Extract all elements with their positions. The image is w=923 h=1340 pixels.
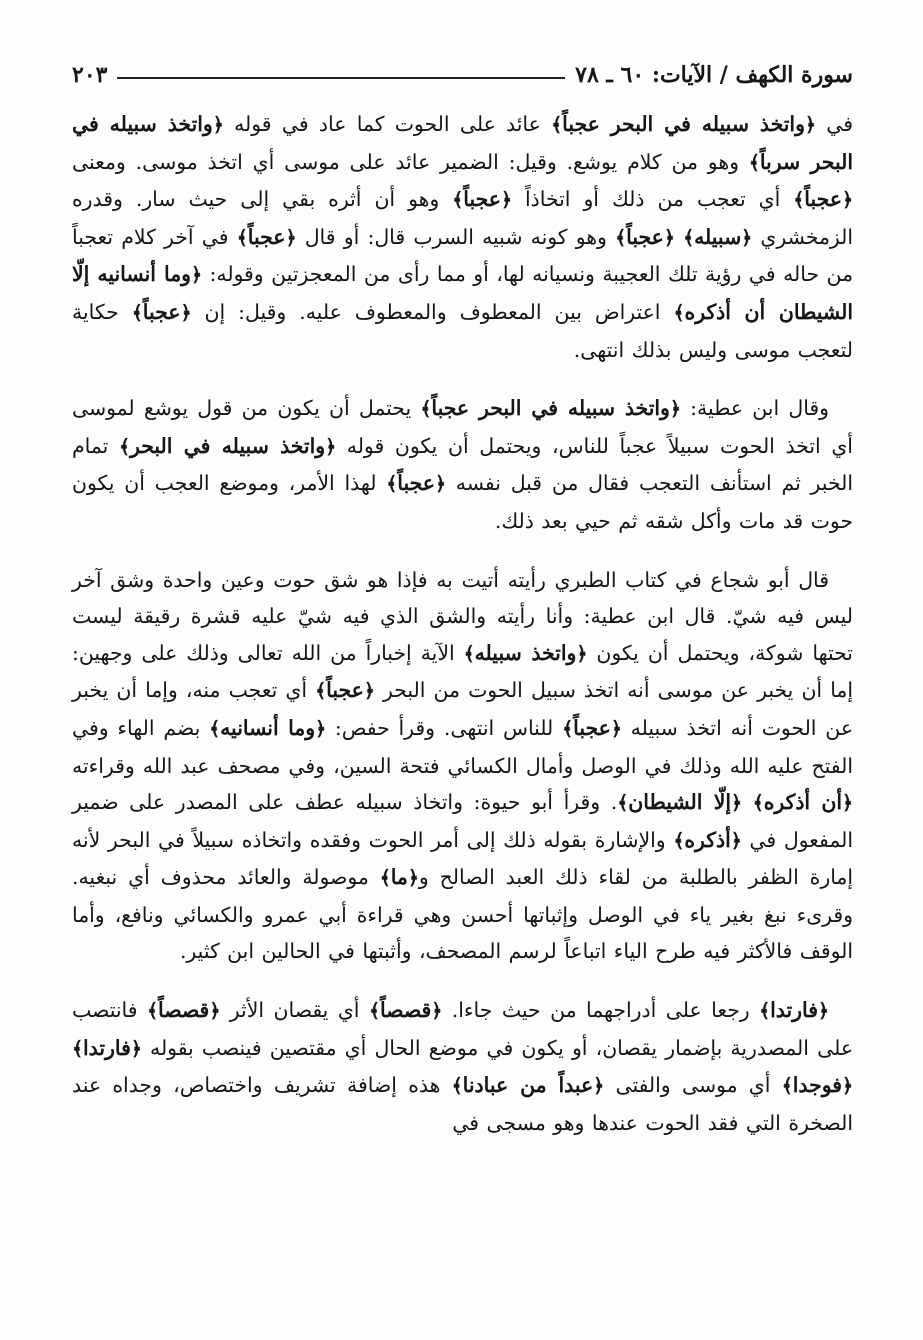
quote-text: عجباً <box>247 224 286 249</box>
quote-text: عجباً <box>573 715 611 740</box>
quote-text: أذكره <box>684 827 731 852</box>
ornate-bracket-open-icon: ﴿ <box>325 435 337 458</box>
quran-quote <box>386 471 446 495</box>
ornate-bracket-open-icon: ﴿ <box>209 1000 221 1023</box>
ornate-bracket-open-icon: ﴿ <box>842 1075 853 1098</box>
quran-quote <box>132 300 192 324</box>
ornate-bracket-close-icon: ﴾ <box>463 642 475 665</box>
ornate-bracket-open-icon: ﴿ <box>576 642 588 665</box>
quran-quote <box>452 187 512 211</box>
quote-text: فارتدا <box>83 1035 131 1060</box>
ornate-bracket-open-icon: ﴿ <box>610 717 622 740</box>
ornate-bracket-close-icon: ﴾ <box>673 829 685 852</box>
ornate-bracket-close-icon: ﴾ <box>386 473 398 496</box>
text-run: قال أبو شجاع في كتاب الطبري رأيته أتيت به فإذا هو شق حوت وعين واحدة وشق آخر ليس فيه شيّ. قال ابن عطية: وأنا رأيته والشق الذي فيه شيّ عليه قشرة رقيقة ليست تحتها شوكة، ويحتمل أن يكون <box>72 567 853 665</box>
quran-quote <box>615 225 675 249</box>
ornate-bracket-open-icon: ﴿ <box>842 792 853 815</box>
quran-quote <box>209 716 326 740</box>
ornate-bracket-open-icon: ﴿ <box>804 114 816 136</box>
quote-text: عجباً <box>397 471 435 496</box>
quran-quote <box>673 828 741 852</box>
paragraph <box>72 106 853 368</box>
quran-quote <box>315 678 375 702</box>
text-run: عائد على الحوت كما عاد في قوله <box>223 112 552 136</box>
text-run: رجعا على أدراجهما من حيث جاءا. <box>442 998 760 1023</box>
ornate-bracket-close-icon: ﴾ <box>452 189 464 212</box>
ornate-bracket-open-icon: ﴿ <box>730 829 742 852</box>
ornate-bracket-close-icon: ﴾ <box>72 1037 83 1060</box>
quran-quote <box>452 1073 604 1097</box>
quran-quote <box>617 790 742 814</box>
ornate-bracket-open-icon: ﴿ <box>212 114 224 136</box>
quran-quote <box>72 1036 142 1060</box>
ornate-bracket-open-icon: ﴿ <box>669 398 681 421</box>
ornate-bracket-close-icon: ﴾ <box>379 867 391 890</box>
ornate-bracket-close-icon: ﴾ <box>752 792 764 815</box>
text-run: وهو كونه شبيه السرب قال: أو قال <box>296 224 616 249</box>
ornate-bracket-open-icon: ﴿ <box>842 189 853 212</box>
quote-text: سبيله <box>694 224 742 249</box>
text-run: وهو أن أثره بقي إلى حيث سار. وقدره الزمخشري <box>72 187 854 249</box>
ornate-bracket-open-icon: ﴿ <box>731 792 743 815</box>
paragraph <box>72 390 853 539</box>
quran-quote <box>119 434 336 458</box>
ornate-bracket-open-icon: ﴿ <box>363 680 375 703</box>
ornate-bracket-close-icon: ﴾ <box>236 226 248 249</box>
page-body <box>72 106 853 1141</box>
ornate-bracket-open-icon: ﴿ <box>130 1037 142 1060</box>
quote-text: واتخذ سبيله في البحر عجباً <box>431 396 670 421</box>
ornate-bracket-close-icon: ﴾ <box>451 1075 463 1098</box>
ornate-bracket-open-icon: ﴿ <box>500 189 512 212</box>
quran-quote <box>369 998 442 1022</box>
surah-title: سورة الكهف / الآيات: ٦٠ ـ ٧٨ <box>575 62 853 88</box>
ornate-bracket-open-icon: ﴿ <box>285 226 297 249</box>
quote-text: عجباً <box>142 299 181 324</box>
text-run: اعتراض بين المعطوف والمعطوف عليه. وقيل: إن <box>191 299 674 324</box>
text-run <box>675 225 683 249</box>
quote-text: واتخذ سبيله <box>474 640 577 665</box>
text-run: يحتمل أن يكون من قول يوشع لموسى أي اتخذ الحوت سبيلاً عجباً للناس، ويحتمل أن يكون قوله <box>72 396 853 458</box>
ornate-bracket-close-icon: ﴾ <box>781 1075 793 1098</box>
quran-quote <box>683 225 752 249</box>
quote-text: عبداً من عبادنا <box>462 1073 594 1098</box>
text-run: أي تعجب من ذلك أو اتخاذاً <box>511 187 794 212</box>
ornate-bracket-close-icon: ﴾ <box>615 226 627 249</box>
quran-quote <box>759 998 829 1022</box>
ornate-bracket-open-icon: ﴿ <box>434 473 446 496</box>
quote-text: فارتدا <box>770 998 818 1023</box>
ornate-bracket-close-icon: ﴾ <box>562 717 574 740</box>
quran-quote <box>147 998 220 1022</box>
text-run: لهذا الأمر، وموضع العجب أن يكون حوت قد مات وأكل شقه ثم حيي بعد ذلك. <box>72 471 853 533</box>
text-run: أي تعجب منه، وإما أن يخبر عن الحوت أنه اتخذ سبيله <box>72 678 853 740</box>
quote-text: عجباً <box>326 678 364 703</box>
ornate-bracket-close-icon: ﴾ <box>748 151 760 174</box>
quote-text: واتخذ سبيله في البحر <box>129 433 326 458</box>
ornate-bracket-open-icon: ﴿ <box>818 1000 829 1023</box>
text-run: والإشارة بقوله ذلك إلى أمر الحوت وفقده واتخاذه سبيلاً في البحر لأنه إمارة الظفر بالطلبة من لقاء ذلك العبد الصالح و <box>72 827 853 890</box>
paragraph <box>72 992 853 1141</box>
quote-text: قصصاً <box>157 998 210 1023</box>
quote-text: إلّا الشيطان <box>628 790 732 815</box>
quote-text: أن أذكره <box>763 790 842 815</box>
quran-quote <box>562 716 622 740</box>
text-run: وهو من كلام يوشع. وقيل: الضمير عائد على موسى أي اتخذ موسى. ومعنى <box>72 149 749 174</box>
running-header <box>72 58 853 92</box>
text-run: للناس انتهى. وقرأ حفص: <box>326 715 563 740</box>
text-run: في <box>815 112 853 136</box>
text-run: حكاية لتعجب موسى وليس بذلك انتهى. <box>72 299 853 362</box>
ornate-bracket-open-icon: ﴿ <box>407 867 419 890</box>
ornate-bracket-close-icon: ﴾ <box>146 1000 158 1023</box>
ornate-bracket-close-icon: ﴾ <box>793 189 805 212</box>
text-run: . وقرأ أبو حيوة: واتخاذ سبيله عطف على المصدر على ضمير المفعول في <box>72 790 854 852</box>
ornate-bracket-close-icon: ﴾ <box>673 301 685 324</box>
ornate-bracket-close-icon: ﴾ <box>131 301 143 324</box>
quote-text: واتخذ سبيله في البحر عجباً <box>562 112 805 136</box>
quran-quote <box>782 1073 853 1097</box>
ornate-bracket-open-icon: ﴿ <box>663 226 675 249</box>
ornate-bracket-close-icon: ﴾ <box>617 792 629 815</box>
quote-text: وما أنسانيه <box>220 715 316 740</box>
text-run: هذه إضافة تشريف واختصاص، وجداه عند الصخرة التي فقد الحوت عندها وهو مسجى في <box>72 1073 853 1135</box>
ornate-bracket-close-icon: ﴾ <box>759 1000 771 1023</box>
page-number: ٢٠٣ <box>72 62 108 88</box>
ornate-bracket-open-icon: ﴿ <box>180 301 192 324</box>
text-run: الآية إخباراً من الله تعالى وذلك على وجهين: إما أن يخبر عن موسى أنه اتخذ سبيل الحوت من البحر <box>72 640 853 703</box>
ornate-bracket-open-icon: ﴿ <box>593 1075 605 1098</box>
quote-text: وما أنسانيه إلّا الشيطان أن أذكره <box>72 262 853 324</box>
ornate-bracket-close-icon: ﴾ <box>368 1000 380 1023</box>
ornate-bracket-close-icon: ﴾ <box>683 226 695 249</box>
header-rule <box>117 77 565 79</box>
ornate-bracket-close-icon: ﴾ <box>209 717 221 740</box>
paragraph <box>72 562 853 971</box>
quran-quote <box>464 641 588 665</box>
ornate-bracket-close-icon: ﴾ <box>315 680 327 703</box>
text-run: فانتصب على المصدرية بإضمار يقصان، أو يكون في موضع الحال أي مقتصين فينصب بقوله <box>72 998 853 1060</box>
ornate-bracket-open-icon: ﴿ <box>315 717 327 740</box>
text-run: أي يقصان الأثر <box>220 998 369 1023</box>
ornate-bracket-close-icon: ﴾ <box>551 114 563 136</box>
quran-quote <box>380 865 419 889</box>
quote-text: ما <box>390 865 408 890</box>
quran-quote <box>551 112 816 136</box>
text-run: موصولة والعائد محذوف أي نبغيه. وقرىء نبغ بغير ياء في الوصل وإثباتها أحسن وهي قراءة أبي عمرو والكسائي ونافع، وأما الوقف فالأكثر فيه طرح الياء اتباعاً لرسم المصحف، وأثبتها في الحالين ابن كثير. <box>72 865 853 964</box>
quote-text: فوجدا <box>792 1073 842 1098</box>
quote-text: واتخذ سبيله في البحر سرباً <box>72 112 853 174</box>
ornate-bracket-open-icon: ﴿ <box>191 264 203 287</box>
quote-text: عجباً <box>626 224 664 249</box>
text-run: بضم الهاء وفي الفتح عليه الله وذلك في الوصل وأمال الكسائي فتحة السين، وفي مصحف عبد الله وقراءته <box>72 715 853 778</box>
ornate-bracket-open-icon: ﴿ <box>431 1000 443 1023</box>
ornate-bracket-open-icon: ﴿ <box>741 226 753 249</box>
quote-text: عجباً <box>804 187 842 212</box>
quran-quote <box>420 396 681 420</box>
text-run: وقال ابن عطية: <box>680 396 830 421</box>
quran-quote <box>753 790 853 814</box>
ornate-bracket-close-icon: ﴾ <box>420 398 432 421</box>
text-run: أي موسى والفتى <box>604 1073 782 1098</box>
text-run: تمام الخبر ثم استأنف التعجب فقال من قبل نفسه <box>72 433 854 496</box>
quote-text: قصصاً <box>379 998 432 1023</box>
ornate-bracket-close-icon: ﴾ <box>118 435 130 458</box>
text-run <box>742 790 753 814</box>
text-run: في آخر كلام تعجباً من حاله في رؤية تلك العجيبة ونسيانه لها، أو مما رأى من المعجزتين وقوله: <box>72 224 853 287</box>
quran-quote <box>793 187 853 211</box>
quran-quote <box>237 225 297 249</box>
quote-text: عجباً <box>463 187 501 212</box>
